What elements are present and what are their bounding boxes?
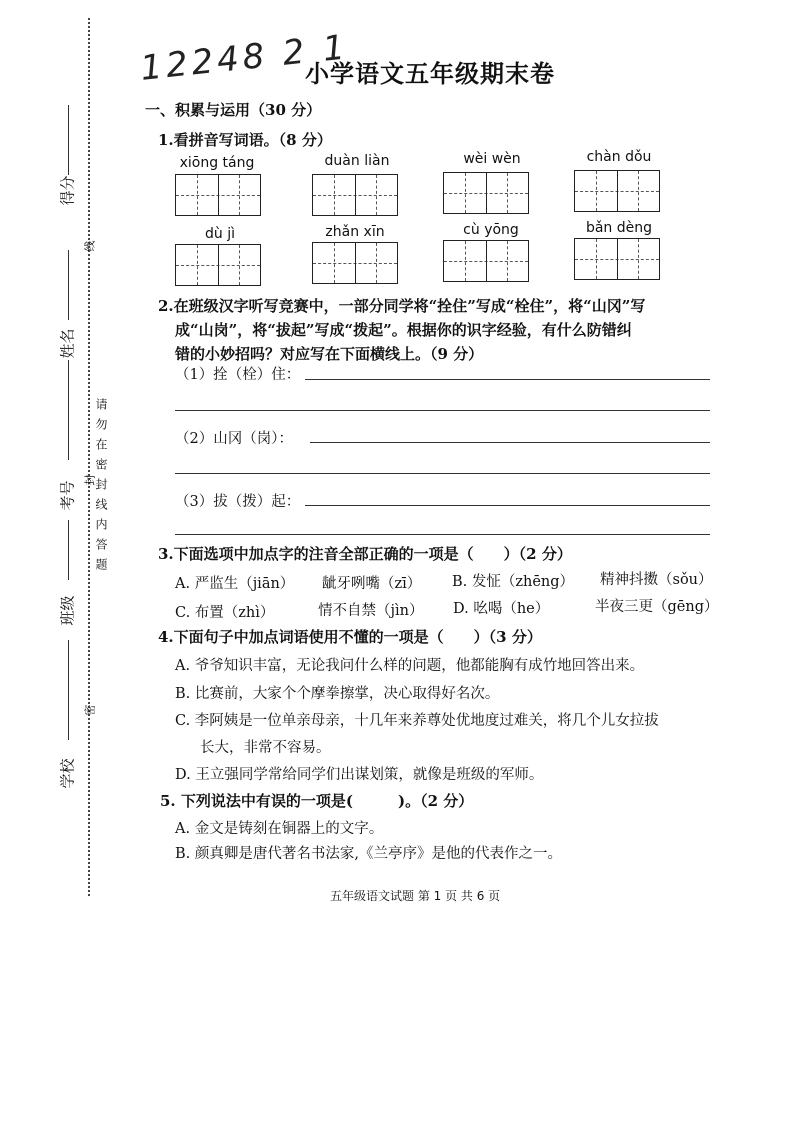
pinyin-label: zhǎn xīn (325, 224, 385, 240)
q3-option-a2: 龇牙咧嘴（zī） (322, 576, 422, 592)
pinyin-label: bǎn dèng (585, 220, 653, 236)
seal-char: 封 (83, 474, 97, 486)
exam-no-label: 考号 (58, 480, 77, 511)
answer-line[interactable] (175, 534, 710, 535)
page-title: 小学语文五年级期末卷 (305, 59, 555, 88)
q2-item-3: （3）拔（拨）起： (175, 494, 301, 510)
q4-prompt: 4.下面句子中加点词语使用不懂的一项是（ ）（3 分） (158, 628, 542, 646)
answer-line[interactable] (310, 442, 710, 443)
q4-option-b: B. 比赛前，大家个个摩拳擦掌，决心取得好名次。 (175, 686, 500, 702)
answer-line[interactable] (305, 379, 710, 380)
pinyin-label: chàn dǒu (586, 149, 652, 165)
writing-grid[interactable] (574, 238, 660, 280)
q5-prompt: 5. 下列说法中有误的一项是( )。（2 分） (160, 792, 474, 810)
q3-prompt: 3.下面选项中加点字的注音全部正确的一项是（ ）（2 分） (158, 545, 572, 563)
q3-option-d2: 半夜三更（gēng） (595, 599, 719, 615)
q2-prompt-line2: 成“山岗”，将“拔起”写成“拨起”。根据你的识字经验，有什么防错纠 (175, 321, 632, 339)
q2-prompt-line1: 2.在班级汉字听写竞赛中，一部分同学将“拴住”写成“栓住”，将“山冈”写 (158, 297, 646, 315)
class-underline (68, 520, 69, 580)
secret-char: 密 (83, 704, 97, 716)
handwritten-note: 12248 2 1 (138, 27, 351, 89)
q2-item-1: （1）拴（栓）住： (175, 367, 301, 383)
q3-option-b2: 精神抖擞（sǒu） (600, 572, 713, 588)
pinyin-label: wèi wèn (463, 151, 521, 167)
q4-option-c-line1: C. 李阿姨是一位单亲母亲，十几年来养尊处优地度过难关，将几个儿女拉拔 (175, 713, 659, 729)
writing-grid[interactable] (443, 240, 529, 282)
seal-notice: 请勿在密封线内答题 (94, 398, 108, 578)
name-label: 姓名 (58, 328, 77, 359)
answer-line[interactable] (305, 505, 710, 506)
q4-option-a: A. 爷爷知识丰富，无论我问什么样的问题，他都能胸有成竹地回答出来。 (175, 658, 645, 674)
school-label: 学校 (58, 758, 77, 789)
exam-no-underline (68, 360, 69, 460)
q1-prompt: 1.看拼音写词语。（8 分） (158, 131, 332, 149)
writing-grid[interactable] (312, 174, 398, 216)
q2-item-2: （2）山冈（岗）： (175, 431, 293, 447)
writing-grid[interactable] (312, 242, 398, 284)
writing-grid[interactable] (175, 174, 261, 216)
score-underline (68, 105, 69, 175)
pinyin-label: cù yōng (463, 222, 519, 238)
line-char: 线 (83, 240, 97, 252)
q2-prompt-line3: 错的小妙招吗？对应写在下面横线上。（9 分） (175, 345, 484, 363)
score-label: 得分 (58, 175, 77, 206)
section-heading: 一、积累与运用（30 分） (145, 101, 322, 119)
pinyin-label: duàn liàn (324, 153, 390, 169)
page-footer: 五年级语文试题 第 1 页 共 6 页 (330, 889, 501, 903)
q5-option-a: A. 金文是铸刻在铜器上的文字。 (175, 821, 384, 837)
q4-option-c-line2: 长大，非常不容易。 (200, 740, 331, 756)
writing-grid[interactable] (175, 244, 261, 286)
pinyin-label: xiōng táng (179, 155, 255, 171)
answer-line[interactable] (175, 473, 710, 474)
q3-option-d1: D. 吆喝（he） (453, 601, 550, 617)
q3-option-c1: C. 布置（zhì） (175, 605, 275, 621)
writing-grid[interactable] (443, 172, 529, 214)
q3-option-b1: B. 发怔（zhēng） (452, 574, 575, 590)
answer-line[interactable] (175, 410, 710, 411)
writing-grid[interactable] (574, 170, 660, 212)
q5-option-b: B. 颜真卿是唐代著名书法家,《兰亭序》是他的代表作之一。 (175, 846, 562, 862)
name-underline (68, 250, 69, 320)
class-label: 班级 (58, 595, 77, 626)
q3-option-a1: A. 严监生（jiān） (175, 576, 295, 592)
school-underline (68, 640, 69, 740)
q3-option-c2: 情不自禁（jìn） (318, 603, 424, 619)
q4-option-d: D. 王立强同学常给同学们出谋划策，就像是班级的军师。 (175, 767, 544, 783)
pinyin-label: dù jì (205, 226, 235, 242)
